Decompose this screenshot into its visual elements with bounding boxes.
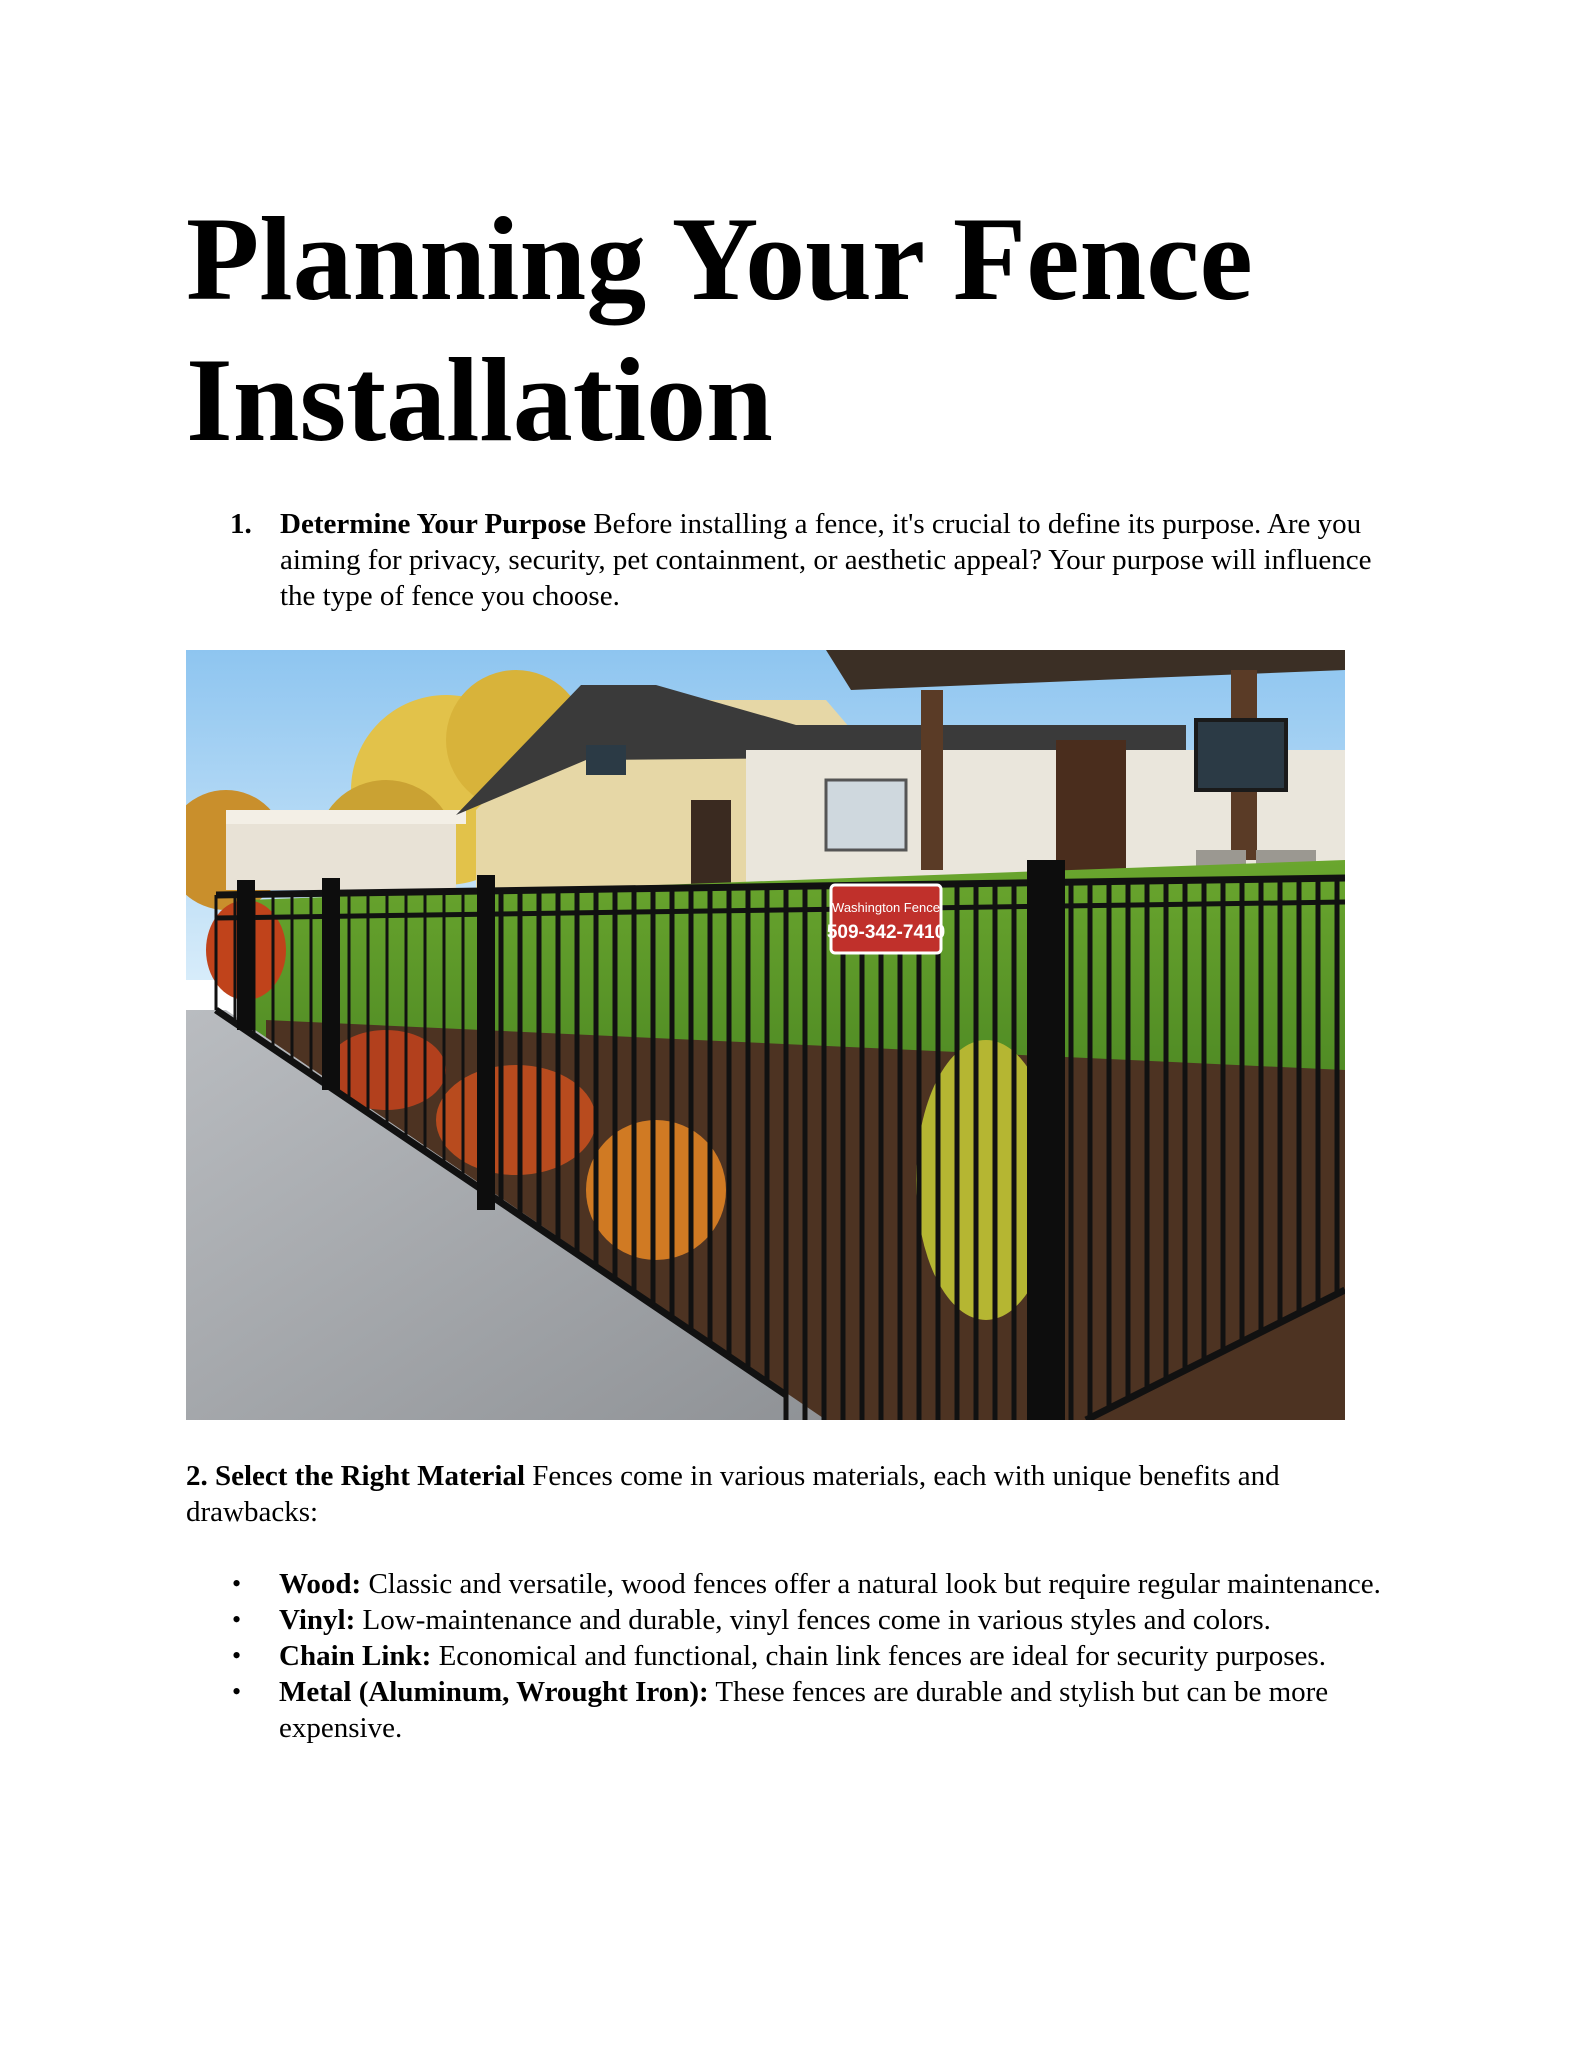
material-name: Metal (Aluminum, Wrought Iron): [279, 1676, 709, 1708]
list-item [230, 506, 1410, 614]
material-intro [186, 1458, 1411, 1530]
fence-post [322, 878, 340, 1090]
material-text: Classic and versatile, wood fences offer a natural look but require regular maintenance. [361, 1568, 1381, 1600]
material-text: Low-maintenance and durable, vinyl fences come in various styles and colors. [355, 1604, 1271, 1636]
bullet: • [232, 1605, 242, 1634]
list-item-metal [186, 1674, 1386, 1746]
section-heading: Determine Your Purpose [280, 508, 587, 540]
material-name: Vinyl: [279, 1604, 356, 1636]
list-item-wood [186, 1566, 1386, 1602]
list-number: 1. [230, 508, 252, 540]
list-item-chain-link [186, 1638, 1386, 1674]
fence-sign [827, 885, 945, 953]
fence-post [1027, 860, 1065, 1420]
page-title: Planning Your Fence Installation [186, 192, 1253, 466]
purpose-list [230, 506, 1410, 614]
section-text: Before installing a fence, it's crucial to define its purpose. Are you aiming for privacy, security, pet containment, or aesthetic appeal? Your purpose will influence the type of fence you choose. [280, 508, 1372, 612]
section-text: Fences come in various materials, each with unique benefits and drawbacks: [186, 1460, 1280, 1528]
fence-post [237, 880, 255, 1030]
fence-post [477, 875, 495, 1210]
material-text: Economical and functional, chain link fences are ideal for security purposes. [431, 1640, 1326, 1672]
bullet: • [232, 1569, 242, 1598]
material-name: Chain Link: [279, 1640, 432, 1672]
bullet: • [232, 1677, 242, 1706]
material-text: These fences are durable and stylish but can be more expensive. [279, 1676, 1329, 1744]
bullet: • [232, 1641, 242, 1670]
materials-list [186, 1566, 1386, 1746]
fence-photo [186, 650, 1345, 1420]
list-item-vinyl [186, 1602, 1386, 1638]
section-heading: 2. Select the Right Material [186, 1460, 526, 1492]
material-name: Wood: [279, 1568, 362, 1600]
sign-phone: 509-342-7410 [826, 922, 946, 943]
sign-company: Washington Fence [832, 900, 940, 915]
